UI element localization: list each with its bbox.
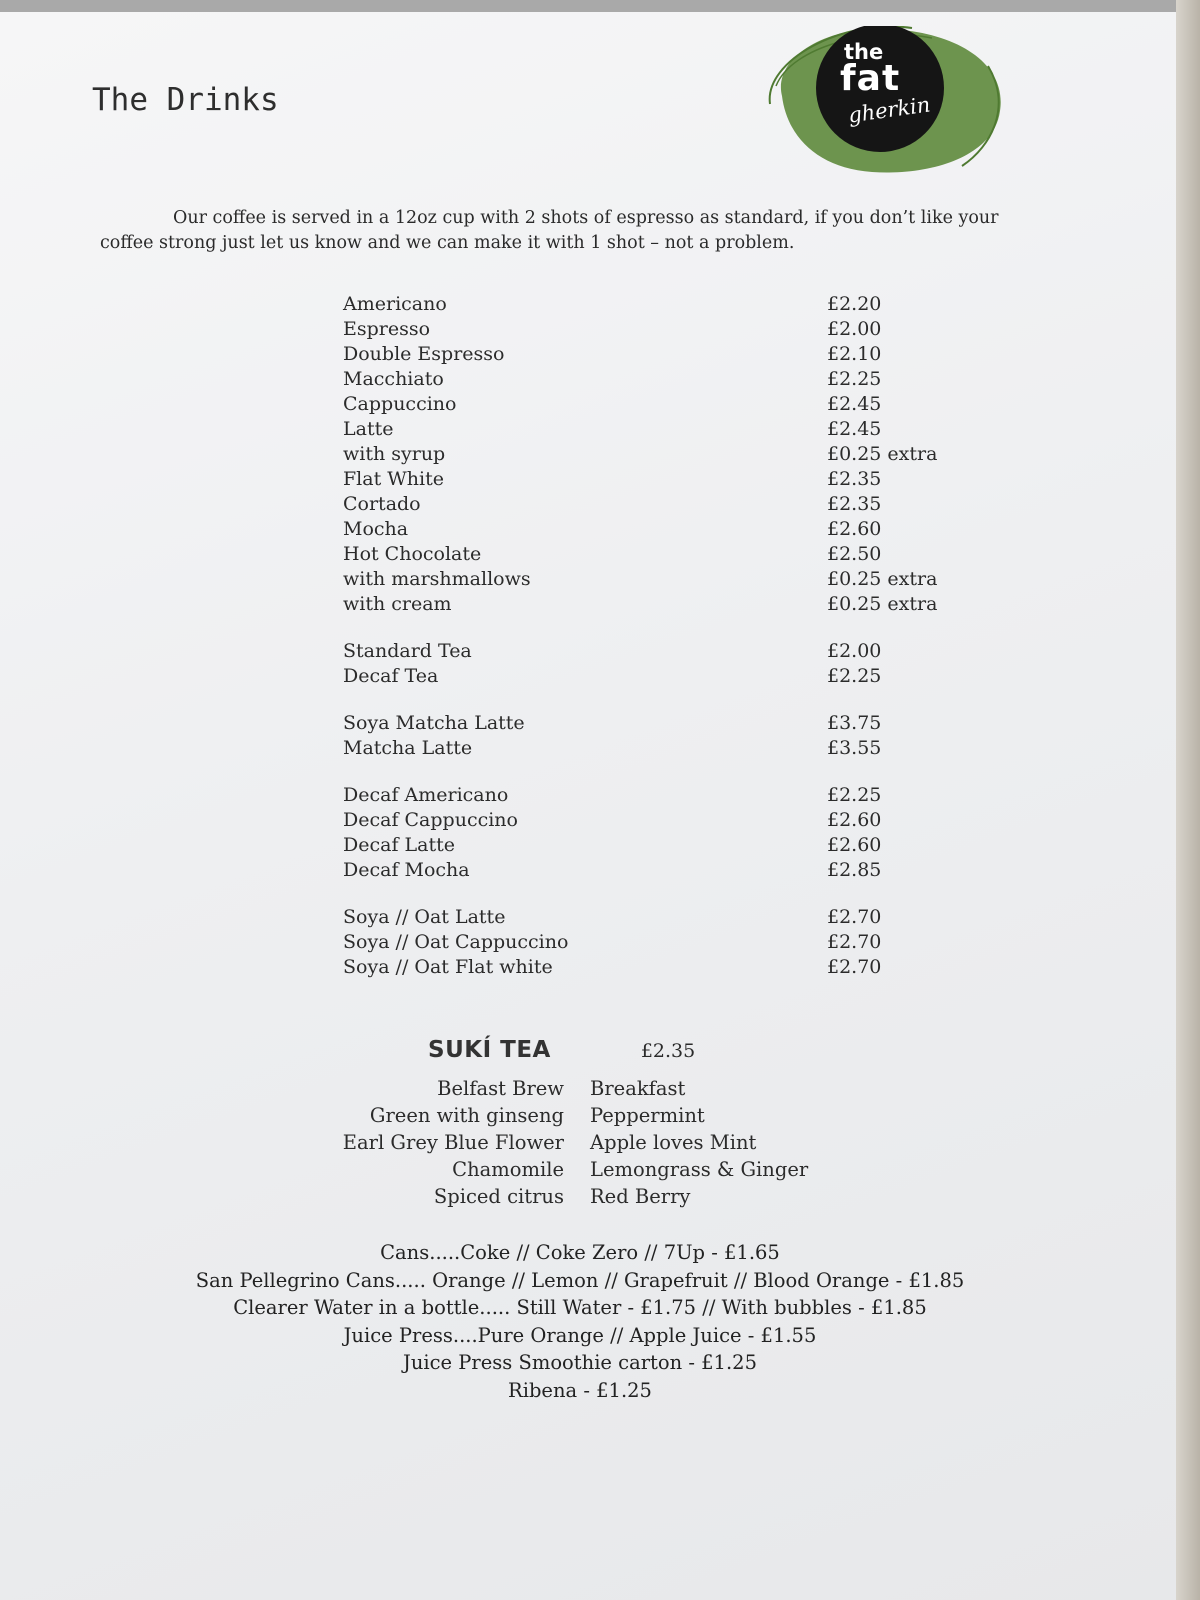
menu-item-price: £3.75 bbox=[827, 712, 882, 734]
menu-item-name: Soya // Oat Latte bbox=[343, 906, 506, 928]
menu-item-name: Americano bbox=[343, 293, 447, 315]
group-spacer bbox=[343, 883, 963, 905]
menu-item-name: Decaf Americano bbox=[343, 784, 509, 806]
page-title: The Drinks bbox=[92, 82, 279, 118]
menu-item-name: Decaf Cappuccino bbox=[343, 809, 518, 831]
soft-drink-line: Juice Press Smoothie carton - £1.25 bbox=[403, 1351, 757, 1375]
soft-drink-line: San Pellegrino Cans..... Orange // Lemon // Grapefruit // Blood Orange - £1.85 bbox=[195, 1268, 965, 1292]
menu-item bbox=[343, 517, 963, 542]
menu-item bbox=[343, 592, 963, 617]
brand-logo bbox=[762, 26, 1012, 181]
menu-item-name: Double Espresso bbox=[343, 343, 505, 365]
menu-item bbox=[343, 858, 963, 883]
menu-item-price: £2.60 bbox=[827, 834, 882, 856]
menu-item bbox=[343, 417, 963, 442]
menu-item-name: Matcha Latte bbox=[343, 737, 473, 759]
menu-item-price: £2.00 bbox=[827, 318, 882, 340]
suki-tea-flavour: Apple loves Mint bbox=[590, 1131, 757, 1154]
menu-item-name: Cappuccino bbox=[343, 393, 457, 415]
suki-tea-flavour: Belfast Brew bbox=[437, 1077, 564, 1100]
drinks-price-list bbox=[343, 292, 963, 980]
suki-tea-flavour: Chamomile bbox=[452, 1158, 564, 1181]
intro-text: Our coffee is served in a 12oz cup with 2 shots of espresso as standard, if you don’t like your coffee strong just let us know and we can make it with 1 shot – not a problem. bbox=[100, 207, 999, 253]
menu-item-price: £3.55 bbox=[827, 737, 882, 759]
suki-tea-flavour: Spiced citrus bbox=[433, 1185, 564, 1208]
menu-item-name: with cream bbox=[343, 593, 452, 615]
suki-tea-flavour: Peppermint bbox=[590, 1104, 705, 1127]
menu-item-price: £2.70 bbox=[827, 956, 882, 978]
menu-item-price: £2.70 bbox=[827, 931, 882, 953]
photo-background-edge-right bbox=[1176, 0, 1200, 1600]
menu-item-name: Cortado bbox=[343, 493, 421, 515]
menu-item bbox=[343, 317, 963, 342]
suki-tea-flavour: Green with ginseng bbox=[369, 1104, 564, 1127]
suki-tea-row bbox=[280, 1183, 900, 1210]
menu-item bbox=[343, 342, 963, 367]
menu-item-price: £2.50 bbox=[827, 543, 882, 565]
menu-item-price: £0.25 extra bbox=[827, 443, 938, 465]
menu-item-price: £2.60 bbox=[827, 518, 882, 540]
menu-item-price: £2.25 bbox=[827, 665, 882, 687]
group-spacer bbox=[343, 617, 963, 639]
menu-item-price: £2.20 bbox=[827, 293, 882, 315]
menu-item-name: Soya // Oat Cappuccino bbox=[343, 931, 569, 953]
logo-word-gherkin: gherkin bbox=[846, 92, 932, 128]
menu-item bbox=[343, 930, 963, 955]
intro-paragraph bbox=[100, 206, 1040, 256]
soft-drink-line: Clearer Water in a bottle..... Still Water - £1.75 // With bubbles - £1.85 bbox=[233, 1296, 927, 1320]
menu-item-name: Espresso bbox=[343, 318, 431, 340]
menu-item-name: Hot Chocolate bbox=[343, 543, 482, 565]
suki-tea-row bbox=[280, 1102, 900, 1129]
soft-drink-line: Cans.....Coke // Coke Zero // 7Up - £1.65 bbox=[380, 1241, 780, 1264]
menu-item-name: Decaf Latte bbox=[343, 834, 455, 856]
menu-item-name: with syrup bbox=[343, 443, 446, 465]
menu-item-price: £2.60 bbox=[827, 809, 882, 831]
suki-tea-price: £2.35 bbox=[640, 1040, 696, 1062]
suki-tea-row bbox=[280, 1156, 900, 1183]
menu-item bbox=[343, 808, 963, 833]
menu-item-price: £2.10 bbox=[827, 343, 882, 365]
menu-item-name: Mocha bbox=[343, 518, 409, 540]
menu-item-price: £2.35 bbox=[827, 468, 882, 490]
menu-item-name: Decaf Tea bbox=[343, 665, 439, 687]
suki-tea-flavour: Breakfast bbox=[590, 1077, 686, 1100]
menu-item bbox=[343, 955, 963, 980]
menu-item bbox=[343, 292, 963, 317]
suki-tea-row bbox=[280, 1129, 900, 1156]
menu-item-name: Macchiato bbox=[343, 368, 444, 390]
soft-drink-line: Juice Press....Pure Orange // Apple Juice - £1.55 bbox=[343, 1323, 817, 1347]
suki-tea-logo: SUKÍ TEA bbox=[428, 1037, 551, 1063]
suki-tea-flavour: Lemongrass & Ginger bbox=[590, 1158, 809, 1181]
menu-item bbox=[343, 905, 963, 930]
soft-drink-line: Ribena - £1.25 bbox=[508, 1378, 652, 1402]
menu-item bbox=[343, 567, 963, 592]
suki-tea-row bbox=[280, 1075, 900, 1102]
menu-item bbox=[343, 492, 963, 517]
soft-drinks-list bbox=[0, 1239, 1160, 1405]
menu-item-name: Latte bbox=[343, 418, 394, 440]
suki-tea-flavours bbox=[280, 1075, 900, 1210]
menu-item bbox=[343, 736, 963, 761]
menu-item-name: Decaf Mocha bbox=[343, 859, 470, 881]
menu-item-name: Soya // Oat Flat white bbox=[343, 956, 553, 978]
menu-item-price: £2.85 bbox=[827, 859, 882, 881]
menu-item-price: £2.25 bbox=[827, 368, 882, 390]
suki-tea-header bbox=[428, 1037, 695, 1063]
logo-word-fat: fat bbox=[840, 58, 901, 99]
menu-item-price: £2.00 bbox=[827, 640, 882, 662]
menu-item-name: Soya Matcha Latte bbox=[343, 712, 525, 734]
menu-item-price: £2.35 bbox=[827, 493, 882, 515]
menu-item bbox=[343, 392, 963, 417]
menu-item-price: £2.25 bbox=[827, 784, 882, 806]
menu-item bbox=[343, 467, 963, 492]
menu-item-price: £2.45 bbox=[827, 393, 882, 415]
menu-item-name: Standard Tea bbox=[343, 640, 472, 662]
menu-item bbox=[343, 783, 963, 808]
menu-item bbox=[343, 833, 963, 858]
menu-item bbox=[343, 664, 963, 689]
group-spacer bbox=[343, 689, 963, 711]
menu-item-name: with marshmallows bbox=[343, 568, 531, 590]
menu-sheet bbox=[0, 12, 1200, 1600]
menu-item-price: £2.45 bbox=[827, 418, 882, 440]
group-spacer bbox=[343, 761, 963, 783]
menu-item-price: £0.25 extra bbox=[827, 568, 938, 590]
suki-tea-flavour: Red Berry bbox=[590, 1185, 691, 1208]
menu-item bbox=[343, 367, 963, 392]
suki-tea-flavour: Earl Grey Blue Flower bbox=[342, 1131, 564, 1154]
menu-item bbox=[343, 442, 963, 467]
menu-item bbox=[343, 542, 963, 567]
menu-item-price: £0.25 extra bbox=[827, 593, 938, 615]
logo-word-the: the bbox=[844, 40, 884, 64]
menu-item bbox=[343, 711, 963, 736]
menu-item bbox=[343, 639, 963, 664]
menu-item-price: £2.70 bbox=[827, 906, 882, 928]
menu-item-name: Flat White bbox=[343, 468, 444, 490]
